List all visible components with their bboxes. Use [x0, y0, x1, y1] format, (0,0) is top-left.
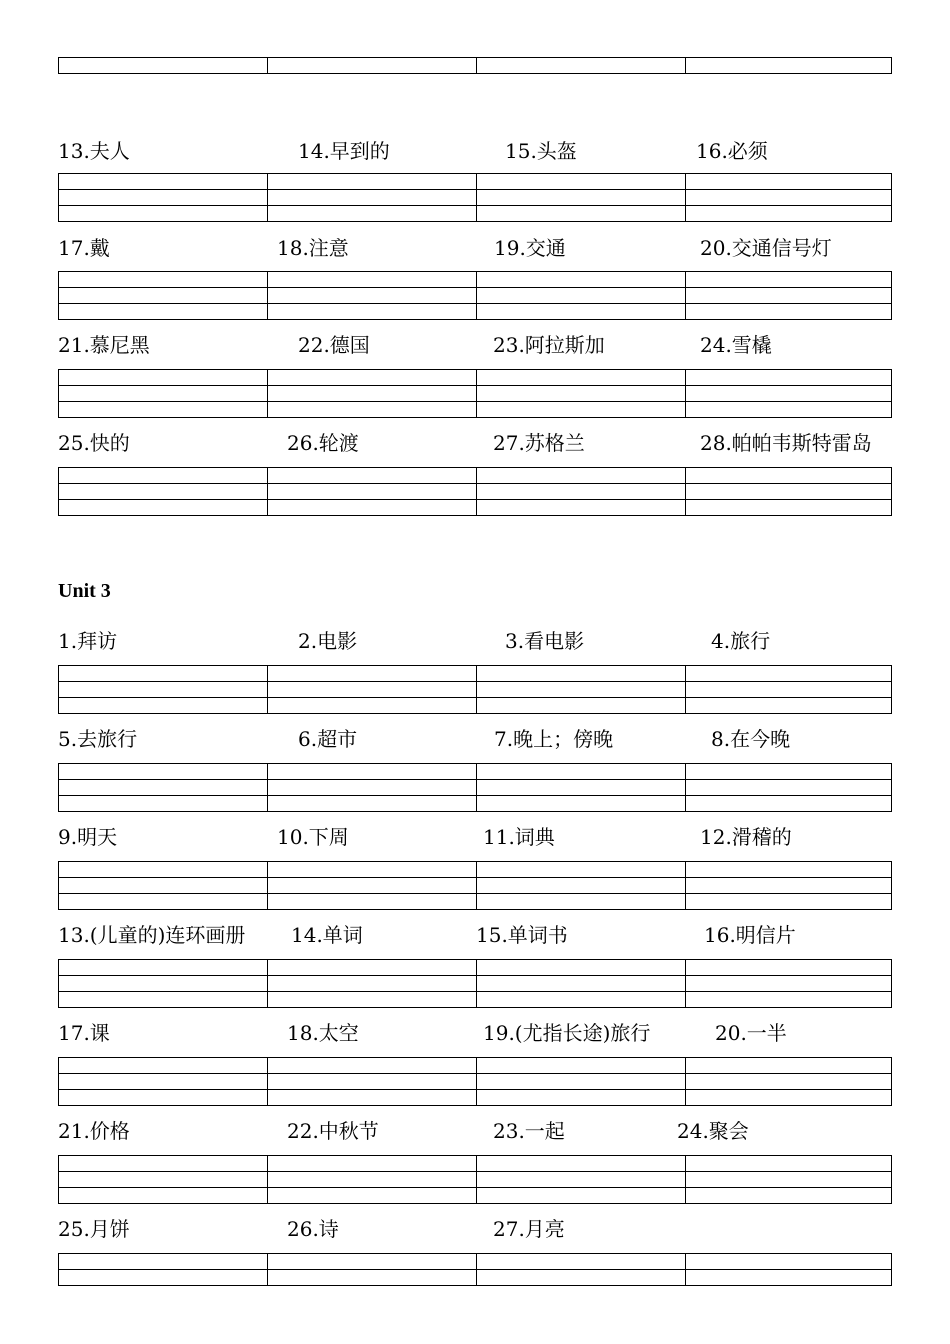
answer-cell[interactable]	[685, 1156, 893, 1203]
answer-cell[interactable]	[268, 370, 476, 417]
answer-cell[interactable]	[59, 370, 267, 417]
answer-grid	[58, 173, 892, 222]
answer-cell[interactable]	[476, 174, 684, 221]
vocab-prompt: 20.交通信号灯	[700, 236, 832, 260]
vocab-prompt: 9.明天	[58, 825, 118, 849]
answer-cell[interactable]	[59, 960, 267, 1007]
answer-cell[interactable]	[476, 272, 684, 319]
vocab-prompt: 6.超市	[298, 727, 358, 751]
vocab-prompt: 15.头盔	[505, 139, 577, 163]
vocab-prompt: 19.(尤指长途)旅行	[483, 1021, 651, 1045]
answer-cell[interactable]	[476, 370, 684, 417]
answer-cell[interactable]	[685, 1254, 893, 1285]
vocab-prompt: 16.必须	[696, 139, 768, 163]
answer-cell[interactable]	[476, 468, 684, 515]
answer-grid	[58, 467, 892, 516]
answer-cell[interactable]	[268, 1254, 476, 1285]
vocab-prompt: 18.注意	[277, 236, 349, 260]
answer-cell[interactable]	[59, 272, 267, 319]
vocab-prompt: 15.单词书	[476, 923, 568, 947]
vocab-prompt: 10.下周	[277, 825, 349, 849]
vocab-prompt: 18.太空	[287, 1021, 359, 1045]
answer-grid	[58, 57, 892, 74]
vocab-prompt: 13.(儿童的)连环画册	[58, 923, 246, 947]
vocab-prompt: 8.在今晚	[711, 727, 791, 751]
answer-grid	[58, 271, 892, 320]
answer-cell[interactable]	[59, 862, 267, 909]
answer-cell[interactable]	[59, 468, 267, 515]
answer-cell[interactable]	[268, 468, 476, 515]
answer-cell[interactable]	[476, 764, 684, 811]
vocab-prompt: 21.慕尼黑	[58, 333, 150, 357]
answer-cell[interactable]	[476, 58, 684, 73]
answer-cell[interactable]	[59, 174, 267, 221]
vocab-prompt: 24.聚会	[677, 1119, 749, 1143]
vocab-prompt: 5.去旅行	[58, 727, 138, 751]
vocab-prompt: 17.戴	[58, 236, 110, 260]
answer-grid	[58, 959, 892, 1008]
vocab-prompt: 4.旅行	[711, 629, 771, 653]
vocab-prompt: 22.德国	[298, 333, 370, 357]
answer-cell[interactable]	[268, 1058, 476, 1105]
answer-cell[interactable]	[476, 666, 684, 713]
answer-cell[interactable]	[685, 764, 893, 811]
vocab-prompt: 16.明信片	[704, 923, 796, 947]
vocab-prompt: 25.快的	[58, 431, 130, 455]
vocab-prompt: 11.词典	[483, 825, 555, 849]
answer-cell[interactable]	[59, 764, 267, 811]
vocab-prompt: 26.轮渡	[287, 431, 359, 455]
vocab-prompt: 13.夫人	[58, 139, 130, 163]
unit-title: Unit 3	[58, 580, 111, 602]
vocab-prompt: 24.雪橇	[700, 333, 772, 357]
answer-cell[interactable]	[59, 1254, 267, 1285]
answer-grid	[58, 1253, 892, 1286]
answer-cell[interactable]	[268, 862, 476, 909]
vocab-prompt: 27.月亮	[493, 1217, 565, 1241]
answer-cell[interactable]	[476, 1156, 684, 1203]
vocab-prompt: 17.课	[58, 1021, 110, 1045]
answer-grid	[58, 861, 892, 910]
vocab-prompt: 23.阿拉斯加	[493, 333, 605, 357]
vocab-prompt: 21.价格	[58, 1119, 130, 1143]
answer-cell[interactable]	[59, 58, 267, 73]
vocab-prompt: 27.苏格兰	[493, 431, 585, 455]
vocab-prompt: 7.晚上；傍晚	[494, 727, 614, 751]
answer-cell[interactable]	[685, 370, 893, 417]
answer-cell[interactable]	[685, 666, 893, 713]
answer-cell[interactable]	[268, 960, 476, 1007]
answer-cell[interactable]	[476, 960, 684, 1007]
answer-cell[interactable]	[685, 1058, 893, 1105]
answer-cell[interactable]	[59, 666, 267, 713]
answer-grid	[58, 1057, 892, 1106]
answer-cell[interactable]	[268, 1156, 476, 1203]
answer-cell[interactable]	[268, 174, 476, 221]
vocab-prompt: 22.中秋节	[287, 1119, 379, 1143]
vocab-prompt: 14.早到的	[298, 139, 390, 163]
answer-cell[interactable]	[685, 174, 893, 221]
vocab-prompt: 1.拜访	[58, 629, 118, 653]
answer-cell[interactable]	[685, 862, 893, 909]
answer-grid	[58, 369, 892, 418]
answer-cell[interactable]	[268, 666, 476, 713]
vocab-prompt: 12.滑稽的	[700, 825, 792, 849]
answer-cell[interactable]	[268, 272, 476, 319]
vocab-prompt: 26.诗	[287, 1217, 339, 1241]
answer-cell[interactable]	[685, 468, 893, 515]
answer-cell[interactable]	[685, 272, 893, 319]
vocab-prompt: 14.单词	[291, 923, 363, 947]
answer-grid	[58, 1155, 892, 1204]
vocab-prompt: 3.看电影	[505, 629, 585, 653]
answer-cell[interactable]	[268, 58, 476, 73]
answer-cell[interactable]	[685, 58, 893, 73]
answer-cell[interactable]	[476, 862, 684, 909]
vocab-prompt: 20.一半	[715, 1021, 787, 1045]
answer-grid	[58, 763, 892, 812]
vocab-prompt: 2.电影	[298, 629, 358, 653]
answer-cell[interactable]	[59, 1156, 267, 1203]
answer-cell[interactable]	[685, 960, 893, 1007]
vocab-prompt: 23.一起	[493, 1119, 565, 1143]
answer-grid	[58, 665, 892, 714]
answer-cell[interactable]	[476, 1058, 684, 1105]
vocab-prompt: 28.帕帕韦斯特雷岛	[700, 431, 872, 455]
answer-cell[interactable]	[476, 1254, 684, 1285]
answer-cell[interactable]	[59, 1058, 267, 1105]
answer-cell[interactable]	[268, 764, 476, 811]
vocab-prompt: 25.月饼	[58, 1217, 130, 1241]
vocab-prompt: 19.交通	[494, 236, 566, 260]
